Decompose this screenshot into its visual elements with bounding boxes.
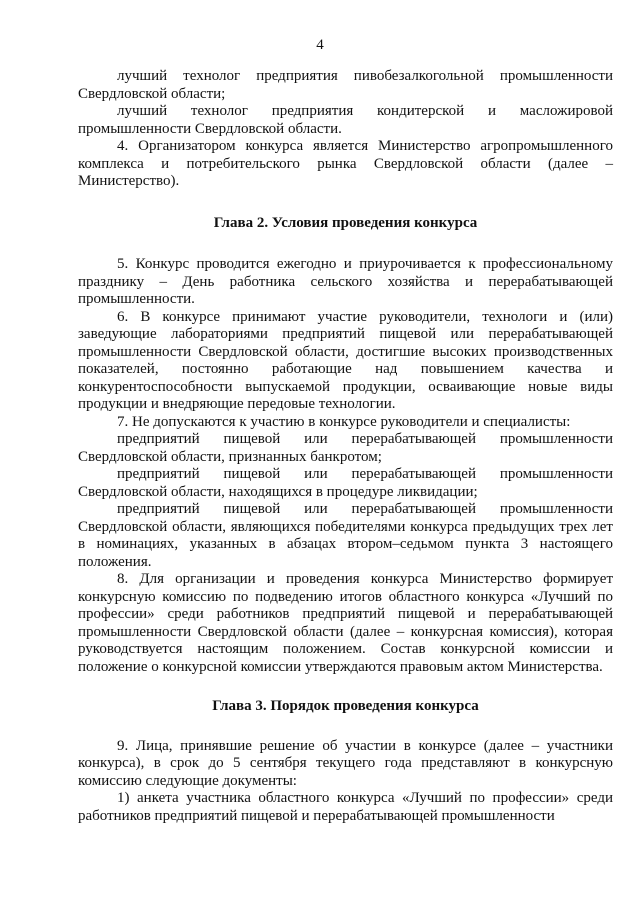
paragraph-6: 6. В конкурсе принимают участие руководители, технологи и (или) заведующие лабораториями предприятий пищевой или перерабатывающей промышленности Свердловской области, достигшие высоких производственных показателей, постоянно работающие над повышением качества и конкурентоспособности выпускаемой продукции, осваивающие новые виды продукции и внедряющие передовые технологии. (78, 308, 613, 412)
paragraph-7-item-bankrupt: предприятий пищевой или перерабатывающей промышленности Свердловской области, признанных банкротом; (78, 431, 613, 465)
paragraph-7: 7. Не допускаются к участию в конкурсе руководители и специалисты: (117, 413, 571, 430)
chapter-3-heading: Глава 3. Порядок проведения конкурса (212, 698, 479, 714)
paragraph-7-item-liquidation: предприятий пищевой или перерабатывающей промышленности Свердловской области, находящихся в процедуре ликвидации; (78, 466, 613, 500)
paragraph-7-item-previous-winners: предприятий пищевой или перерабатывающей промышленности Свердловской области, являющихся победителями конкурса предыдущих трех лет в номинациях, указанных в абзацах втором–седьмом пункта 3 настоящего положения. (78, 501, 613, 570)
paragraph-organizer: 4. Организатором конкурса является Министерство агропромышленного комплекса и потребительского рынка Свердловской области (далее – Министерство). (78, 138, 613, 189)
paragraph-nomination-beverage: лучший технолог предприятия пивобезалкогольной промышленности Свердловской области; (78, 68, 613, 102)
page-number: 4 (316, 37, 324, 53)
document-body (78, 68, 613, 825)
paragraph-9: 9. Лица, принявшие решение об участии в конкурсе (далее – участники конкурса), в срок до 5 сентября текущего года представляют в конкурсную комиссию следующие документы: (78, 737, 613, 789)
paragraph-9-item-1: 1) анкета участника областного конкурса «Лучший по профессии» среди работников предприятий пищевой и перерабатывающей промышленности (78, 790, 613, 824)
paragraph-8: 8. Для организации и проведения конкурса Министерство формирует конкурсную комиссию по подведению итогов областного конкурса «Лучший по профессии» среди работников предприятий пищевой и перерабатывающей промышленности Свердловской области (далее – конкурсная комиссия), которая руководствуется настоящим положением. Состав конкурсной комиссии и положение о конкурсной комиссии утверждаются правовым актом Министерства. (78, 571, 613, 675)
paragraph-5: 5. Конкурс проводится ежегодно и приурочивается к профессиональному празднику – День работника сельского хозяйства и перерабатывающей промышленности. (78, 256, 613, 307)
chapter-2-heading: Глава 2. Условия проведения конкурса (213, 214, 478, 231)
paragraph-nomination-confectionery: лучший технолог предприятия кондитерской и масложировой промышленности Свердловской области. (78, 103, 613, 137)
